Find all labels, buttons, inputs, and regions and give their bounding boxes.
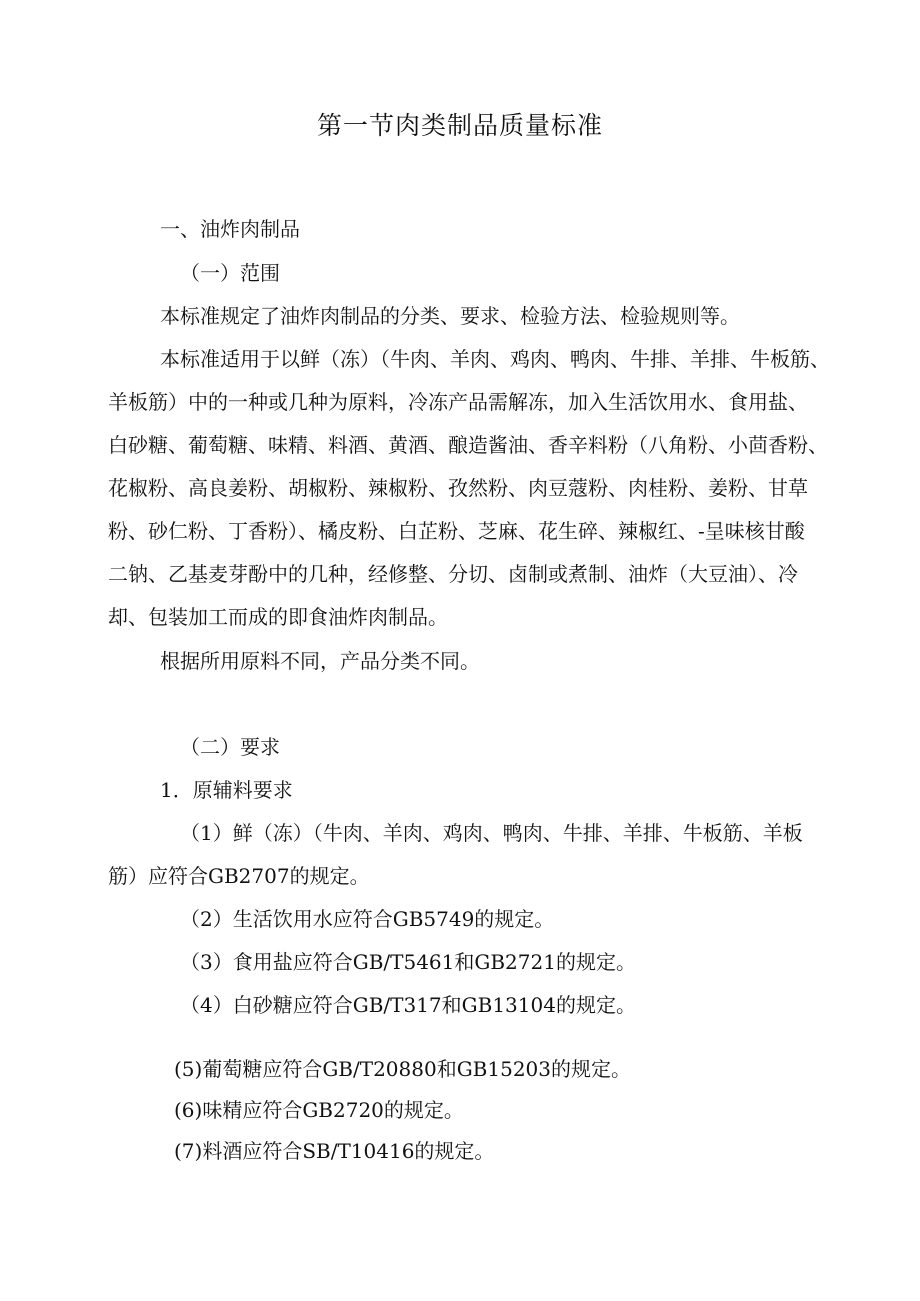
section-heading: 一、油炸肉制品	[160, 217, 300, 241]
list-item: (7)料酒应符合SB/T10416的规定。	[174, 1139, 495, 1163]
list-item: (6)味精应符合GB2720的规定。	[174, 1098, 464, 1122]
paragraph: 本标准规定了油炸肉制品的分类、要求、检验方法、检验规则等。	[160, 304, 740, 328]
paragraph: 根据所用原料不同，产品分类不同。	[160, 649, 480, 673]
paragraph-line: 却、包装加工而成的即食油炸肉制品。	[108, 605, 448, 629]
paragraph-line: 粉、砂仁粉、丁香粉）、橘皮粉、白芷粉、芝麻、花生碎、辣椒红、-呈味核甘酸	[108, 519, 805, 543]
subsection-heading: （一）范围	[180, 261, 280, 285]
subsection-heading: （二）要求	[180, 735, 280, 759]
paragraph-line: 本标准适用于以鲜（冻）（牛肉、羊肉、鸡肉、鸭肉、牛排、羊排、牛板筋、	[160, 347, 830, 371]
list-item: （2）生活饮用水应符合GB5749的规定。	[180, 907, 555, 931]
list-item: （3）食用盐应符合GB/T5461和GB2721的规定。	[180, 950, 636, 974]
paragraph-line: 花椒粉、高良姜粉、胡椒粉、辣椒粉、孜然粉、肉豆蔻粉、肉桂粉、姜粉、甘草	[108, 476, 808, 500]
list-item: (5)葡萄糖应符合GB/T20880和GB15203的规定。	[174, 1057, 632, 1081]
numbered-heading: 1．原辅料要求	[160, 778, 293, 802]
page-title: 第一节肉类制品质量标准	[316, 111, 603, 140]
paragraph-line: 二钠、乙基麦芽酚中的几种，经修整、分切、卤制或煮制、油炸（大豆油）、冷	[108, 562, 798, 586]
list-item: （1）鲜（冻）（牛肉、羊肉、鸡肉、鸭肉、牛排、羊排、牛板筋、羊板	[180, 821, 803, 845]
list-item-continuation: 筋）应符合GB2707的规定。	[108, 864, 370, 888]
paragraph-line: 白砂糖、葡萄糖、味精、料酒、黄酒、酿造酱油、香辛料粉（八角粉、小茴香粉、	[108, 433, 828, 457]
list-item: （4）白砂糖应符合GB/T317和GB13104的规定。	[180, 993, 636, 1017]
paragraph-line: 羊板筋）中的一种或几种为原料，冷冻产品需解冻，加入生活饮用水、食用盐、	[108, 390, 808, 414]
